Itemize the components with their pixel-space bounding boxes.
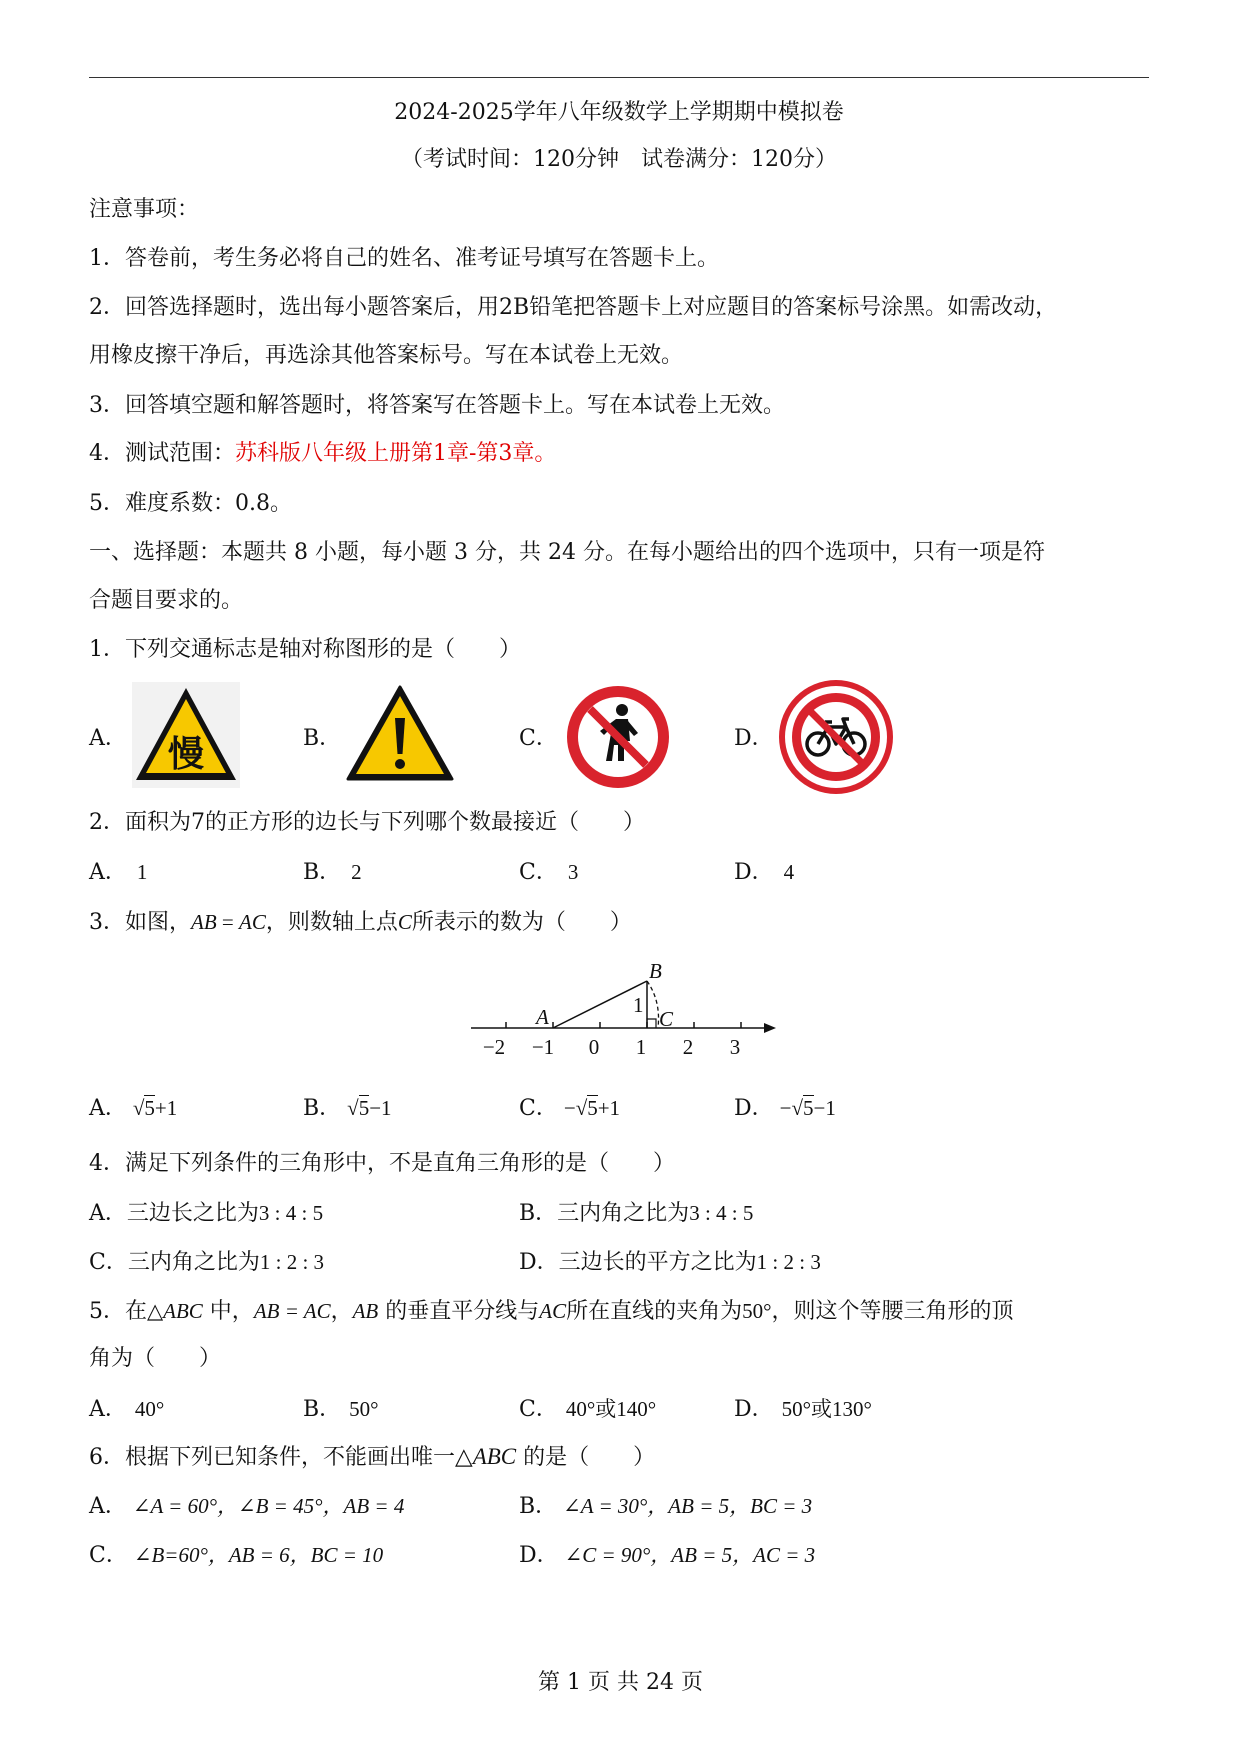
q5-part-4: 的垂直平分线与 — [378, 1299, 540, 1324]
q1-option-d-label: D． — [734, 726, 774, 751]
q5-part-2: 中， — [202, 1299, 254, 1324]
slow-warning-sign-icon — [132, 682, 240, 788]
q6-option-a-label: A． — [89, 1494, 127, 1519]
q4-option-b — [519, 1197, 753, 1230]
q4-option-d-label: D． — [519, 1250, 559, 1275]
q1-option-b-label: B． — [303, 726, 342, 751]
tick-label: −1 — [531, 1035, 555, 1059]
q3-option-d-post: −1 — [813, 1096, 836, 1120]
q5-part-3: ， — [330, 1299, 353, 1324]
q6-stem — [89, 1441, 1149, 1474]
q4-option-b-text: 三内角之比为 — [557, 1201, 690, 1226]
tick-label: −2 — [482, 1035, 506, 1059]
q4-option-a-text: 三边长之比为 — [126, 1201, 259, 1226]
tick-label: 0 — [588, 1035, 600, 1059]
q5-triangle: △ABC — [147, 1299, 203, 1323]
q4-option-c-ratio: 1 : 2 : 3 — [259, 1250, 325, 1274]
sqrt-icon: √ — [791, 1096, 804, 1120]
q3-stem-part-3: 所表示的数为（ ） — [411, 910, 632, 935]
sign-a-char: 慢 — [167, 734, 205, 775]
q2-stem: 2．面积为7的正方形的边长与下列哪个数最接近（ ） — [89, 810, 645, 835]
header-rule — [89, 77, 1149, 78]
q6-option-c — [89, 1539, 383, 1572]
q3-option-b-radicand: 5 — [358, 1096, 370, 1120]
q5-stem-line-1 — [89, 1295, 1149, 1328]
q6-option-b-label: B． — [519, 1494, 558, 1519]
axis-arrow-icon — [764, 1023, 776, 1033]
q6-option-b-text: ∠A = 30°，AB = 5，BC = 3 — [563, 1494, 813, 1518]
q6-option-d-label: D． — [519, 1543, 559, 1568]
q4-option-d — [519, 1246, 821, 1279]
arc-b-to-c — [647, 981, 659, 1028]
q2-option-b-label: B． — [303, 860, 342, 885]
section-heading-line-1: 一、选择题：本题共 8 小题，每小题 3 分，共 24 分。在每小题给出的四个选项中，只有一项是符 — [89, 540, 1045, 565]
q5-ac: AC — [539, 1299, 567, 1323]
q5-angle: 50° — [742, 1299, 772, 1323]
q2-option-a — [89, 856, 147, 889]
note-2-line-1: 2．回答选择题时，选出每小题答案后，用2B铅笔把答题卡上对应题目的答案标号涂黑。如需改动， — [89, 295, 1058, 320]
q4-option-d-ratio: 1 : 2 : 3 — [756, 1250, 821, 1274]
note-5: 5．难度系数：0.8。 — [89, 491, 292, 516]
q2-option-c — [519, 856, 578, 889]
sqrt-icon: √ — [132, 1096, 145, 1120]
section-heading-line-2: 合题目要求的。 — [89, 588, 244, 613]
q5-part-6: ，则这个等腰三角形的顶 — [771, 1299, 1014, 1324]
sqrt-icon: √ — [347, 1096, 359, 1120]
q3-option-a-radicand: 5 — [144, 1096, 155, 1120]
q3-option-c — [519, 1092, 620, 1125]
height-label: 1 — [633, 993, 644, 1017]
q4-option-a-ratio: 3 : 4 : 5 — [258, 1201, 324, 1225]
q3-option-a-label: A． — [89, 1096, 127, 1121]
q5-option-c — [519, 1393, 656, 1426]
exam-subtitle: （考试时间：120分钟 试卷满分：120分） — [401, 147, 837, 172]
q6-option-b — [519, 1490, 812, 1523]
q3-option-d-radicand: 5 — [803, 1096, 814, 1120]
q5-part-5: 所在直线的夹角为 — [566, 1299, 743, 1324]
q6-option-a-text: ∠A = 60°，∠B = 45°，AB = 4 — [132, 1494, 405, 1518]
note-4-scope: 苏科版八年级上册第1章-第3章。 — [235, 441, 557, 466]
q5-option-c-value: 40°或140° — [565, 1397, 657, 1421]
q1-option-a-label: A． — [89, 726, 127, 751]
q5-stem-line-2: 角为（ ） — [89, 1346, 222, 1371]
q2-option-c-label: C． — [519, 860, 558, 885]
q5-option-a — [89, 1393, 164, 1426]
q3-number-line-figure — [466, 956, 776, 1066]
q5-option-a-label: A． — [89, 1397, 127, 1422]
q5-option-d — [734, 1393, 872, 1426]
sqrt-icon: √ — [575, 1096, 588, 1120]
q1-stem: 1．下列交通标志是轴对称图形的是（ ） — [89, 637, 521, 662]
q3-option-c-radicand: 5 — [587, 1096, 598, 1120]
q5-option-b-value: 50° — [349, 1397, 379, 1421]
q3-option-d-pre: − — [779, 1096, 792, 1120]
q3-option-d-label: D． — [734, 1096, 774, 1121]
q3-option-b-post: −1 — [369, 1096, 392, 1120]
q5-option-b — [303, 1393, 379, 1426]
exclamation-warning-sign-icon — [345, 684, 455, 784]
q5-option-b-label: B． — [303, 1397, 342, 1422]
q4-stem: 4．满足下列条件的三角形中，不是直角三角形的是（ ） — [89, 1151, 675, 1176]
note-4 — [89, 438, 1149, 470]
q3-stem-eq: = — [216, 910, 239, 934]
q6-option-c-label: C． — [89, 1543, 128, 1568]
note-3: 3．回答填空题和解答题时，将答案写在答题卡上。写在本试卷上无效。 — [89, 393, 785, 418]
notes-heading: 注意事项： — [89, 197, 200, 222]
q6-stem-part-1: 6．根据下列已知条件，不能画出唯一 — [89, 1445, 455, 1470]
q4-option-d-text: 三边长的平方之比为 — [558, 1250, 757, 1275]
q3-stem-ab: AB — [191, 910, 217, 934]
exam-title: 2024-2025学年八年级数学上学期期中模拟卷 — [394, 100, 844, 125]
q5-option-d-label: D． — [734, 1397, 774, 1422]
q3-option-d — [734, 1092, 836, 1125]
tick-label: 2 — [682, 1035, 694, 1059]
q4-option-c — [89, 1246, 324, 1279]
q2-option-b-value: 2 — [351, 860, 362, 884]
q4-option-c-label: C． — [89, 1250, 128, 1275]
note-2-line-2: 用橡皮擦干净后，再选涂其他答案标号。写在本试卷上无效。 — [89, 343, 684, 368]
q5-part-1: 5．在 — [89, 1299, 147, 1324]
q4-option-a — [89, 1197, 323, 1230]
q6-option-d-text: ∠C = 90°，AB = 5，AC = 3 — [564, 1543, 816, 1567]
note-1: 1．答卷前，考生务必将自己的姓名、准考证号填写在答题卡上。 — [89, 246, 719, 271]
q2-option-d-label: D． — [734, 860, 774, 885]
tick-label: 3 — [729, 1035, 741, 1059]
no-pedestrians-sign-icon — [564, 683, 672, 791]
q2-option-b — [303, 856, 362, 889]
q3-stem-c: C — [397, 910, 412, 934]
q3-option-b-label: B． — [303, 1096, 342, 1121]
q4-option-b-ratio: 3 : 4 : 5 — [689, 1201, 754, 1225]
q2-option-d-value: 4 — [783, 860, 795, 884]
q3-option-a-post: +1 — [154, 1096, 178, 1120]
q6-stem-part-2: 的是（ ） — [516, 1445, 656, 1470]
q6-option-c-text: ∠B=60°，AB = 6，BC = 10 — [133, 1543, 384, 1567]
q4-option-b-label: B． — [519, 1201, 558, 1226]
note-4-prefix: 4．测试范围： — [89, 441, 235, 466]
right-angle-mark — [647, 1019, 656, 1028]
q6-option-d — [519, 1539, 815, 1572]
no-bicycles-sign-icon — [778, 679, 894, 795]
q2-option-c-value: 3 — [567, 860, 579, 884]
page-footer: 第 1 页 共 24 页 — [538, 1670, 703, 1695]
point-c-label: C — [659, 1007, 674, 1031]
q3-option-c-pre: − — [563, 1096, 576, 1120]
q3-option-b — [303, 1092, 392, 1125]
q5-equality: AB = AC — [253, 1299, 331, 1323]
q4-option-c-text: 三内角之比为 — [127, 1250, 260, 1275]
q1-option-c-label: C． — [519, 726, 558, 751]
q4-option-a-label: A． — [89, 1201, 127, 1226]
q3-stem — [89, 906, 1149, 939]
tick-label: 1 — [635, 1035, 647, 1059]
q3-option-a — [89, 1092, 177, 1125]
point-a-label: A — [536, 1005, 549, 1029]
q3-stem-part-2: ，则数轴上点 — [265, 910, 398, 935]
q2-option-d — [734, 856, 794, 889]
q3-stem-part-1: 3．如图， — [89, 910, 191, 935]
q5-option-c-label: C． — [519, 1397, 558, 1422]
q5-ab: AB — [352, 1299, 379, 1323]
q5-option-a-value: 40° — [134, 1397, 165, 1421]
q2-option-a-label: A． — [89, 860, 127, 885]
q6-option-a — [89, 1490, 404, 1523]
q3-option-c-post: +1 — [597, 1096, 621, 1120]
q3-stem-ac: AC — [239, 910, 266, 934]
point-b-label: B — [649, 959, 662, 983]
q2-option-a-value: 1 — [136, 860, 148, 884]
q6-triangle: △ABC — [455, 1444, 517, 1469]
q5-option-d-value: 50°或130° — [781, 1397, 872, 1421]
q3-option-c-label: C． — [519, 1096, 558, 1121]
